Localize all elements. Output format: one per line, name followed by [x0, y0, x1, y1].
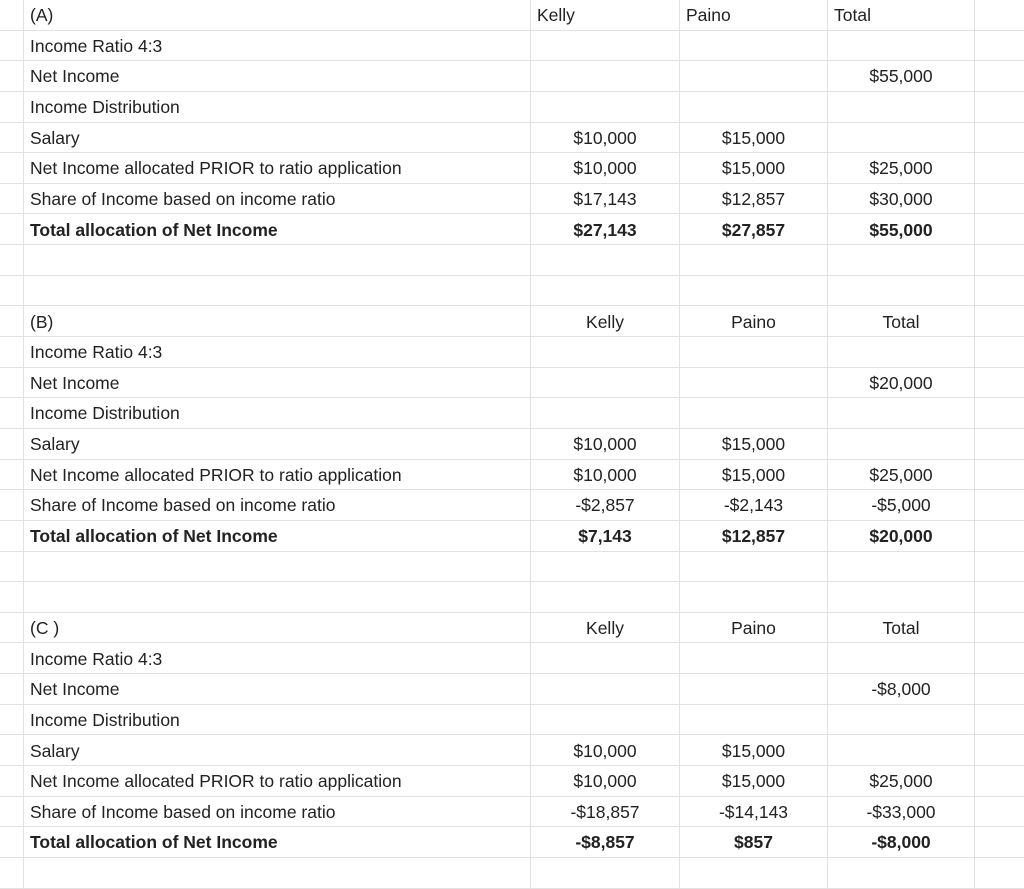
row-header-cell[interactable]: [0, 766, 24, 796]
cell[interactable]: [531, 582, 680, 612]
header-kelly[interactable]: Kelly: [531, 613, 680, 643]
row-label[interactable]: Salary: [24, 735, 531, 765]
table-row: [0, 153, 1024, 184]
paino-value[interactable]: [680, 674, 828, 704]
total-value[interactable]: [828, 123, 975, 153]
total-value[interactable]: -$5,000: [828, 490, 975, 520]
row-header-cell[interactable]: [0, 214, 24, 244]
header-kelly[interactable]: Kelly: [531, 0, 680, 30]
row-header-cell[interactable]: [0, 705, 24, 735]
kelly-value[interactable]: $10,000: [531, 123, 680, 153]
row-header-cell[interactable]: [0, 31, 24, 61]
row-label[interactable]: Income Distribution: [24, 92, 531, 122]
row-header-cell[interactable]: [0, 153, 24, 183]
cell[interactable]: [975, 398, 1024, 428]
total-value[interactable]: -$8,000: [828, 827, 975, 857]
cell[interactable]: [975, 766, 1024, 796]
kelly-value[interactable]: $10,000: [531, 460, 680, 490]
cell[interactable]: [531, 552, 680, 582]
paino-value[interactable]: [680, 705, 828, 735]
kelly-value[interactable]: [531, 398, 680, 428]
kelly-value[interactable]: [531, 643, 680, 673]
cell[interactable]: [975, 858, 1024, 888]
cell[interactable]: [975, 460, 1024, 490]
row-label[interactable]: Salary: [24, 429, 531, 459]
cell[interactable]: [975, 0, 1024, 30]
section-header-row: [0, 0, 1024, 31]
row-header-cell[interactable]: [0, 429, 24, 459]
cell[interactable]: [975, 123, 1024, 153]
row-header-cell[interactable]: [0, 92, 24, 122]
empty-row: [0, 245, 1024, 276]
cell[interactable]: [828, 245, 975, 275]
row-header-cell[interactable]: [0, 490, 24, 520]
row-label[interactable]: Share of Income based on income ratio: [24, 797, 531, 827]
paino-value[interactable]: [680, 398, 828, 428]
row-label[interactable]: Income Distribution: [24, 705, 531, 735]
cell[interactable]: [975, 797, 1024, 827]
row-label[interactable]: Total allocation of Net Income: [24, 521, 531, 551]
cell[interactable]: [0, 552, 24, 582]
kelly-value[interactable]: [531, 674, 680, 704]
cell[interactable]: [975, 643, 1024, 673]
paino-value[interactable]: [680, 31, 828, 61]
total-value[interactable]: [828, 31, 975, 61]
paino-value[interactable]: [680, 92, 828, 122]
total-value[interactable]: [828, 92, 975, 122]
header-total[interactable]: Total: [828, 0, 975, 30]
cell[interactable]: [828, 276, 975, 306]
paino-value[interactable]: $15,000: [680, 766, 828, 796]
cell[interactable]: [975, 429, 1024, 459]
table-row: [0, 31, 1024, 62]
total-value[interactable]: [828, 398, 975, 428]
row-header-cell[interactable]: [0, 735, 24, 765]
table-row: [0, 123, 1024, 154]
total-value[interactable]: -$8,000: [828, 674, 975, 704]
total-value[interactable]: [828, 705, 975, 735]
row-header-cell[interactable]: [0, 674, 24, 704]
total-value[interactable]: [828, 337, 975, 367]
table-row: [0, 490, 1024, 521]
row-label[interactable]: Income Ratio 4:3: [24, 643, 531, 673]
kelly-value[interactable]: [531, 92, 680, 122]
row-header-cell[interactable]: [0, 306, 24, 336]
kelly-value[interactable]: $10,000: [531, 766, 680, 796]
row-header-cell[interactable]: [0, 521, 24, 551]
empty-row: [0, 858, 1024, 889]
cell[interactable]: [975, 613, 1024, 643]
table-row: [0, 429, 1024, 460]
cell[interactable]: [975, 521, 1024, 551]
cell[interactable]: [828, 582, 975, 612]
row-label[interactable]: Total allocation of Net Income: [24, 827, 531, 857]
table-row: [0, 214, 1024, 245]
total-value[interactable]: $25,000: [828, 766, 975, 796]
table-row: [0, 643, 1024, 674]
cell[interactable]: [828, 858, 975, 888]
cell[interactable]: [975, 582, 1024, 612]
paino-value[interactable]: [680, 368, 828, 398]
paino-value[interactable]: $15,000: [680, 123, 828, 153]
paino-value[interactable]: $857: [680, 827, 828, 857]
cell[interactable]: [975, 92, 1024, 122]
table-row: [0, 61, 1024, 92]
total-value[interactable]: $20,000: [828, 368, 975, 398]
kelly-value[interactable]: $10,000: [531, 735, 680, 765]
row-label[interactable]: Net Income allocated PRIOR to ratio application: [24, 460, 531, 490]
table-row: [0, 92, 1024, 123]
row-label[interactable]: Share of Income based on income ratio: [24, 184, 531, 214]
total-value[interactable]: [828, 429, 975, 459]
table-row: [0, 674, 1024, 705]
cell[interactable]: [975, 368, 1024, 398]
row-label[interactable]: Income Ratio 4:3: [24, 31, 531, 61]
row-label[interactable]: Net Income: [24, 61, 531, 91]
kelly-value[interactable]: [531, 705, 680, 735]
cell[interactable]: [24, 552, 531, 582]
row-header-cell[interactable]: [0, 398, 24, 428]
cell[interactable]: [680, 245, 828, 275]
row-header-cell[interactable]: [0, 184, 24, 214]
row-header-cell[interactable]: [0, 613, 24, 643]
table-row: [0, 766, 1024, 797]
cell[interactable]: [0, 276, 24, 306]
total-value[interactable]: $30,000: [828, 184, 975, 214]
row-label[interactable]: Share of Income based on income ratio: [24, 490, 531, 520]
row-header-cell[interactable]: [0, 827, 24, 857]
row-header-cell[interactable]: [0, 0, 24, 30]
empty-row: [0, 276, 1024, 307]
cell[interactable]: [975, 214, 1024, 244]
row-header-cell[interactable]: [0, 123, 24, 153]
table-row: [0, 184, 1024, 215]
cell[interactable]: [975, 735, 1024, 765]
section-label[interactable]: (C ): [24, 613, 531, 643]
paino-value[interactable]: -$2,143: [680, 490, 828, 520]
header-paino[interactable]: Paino: [680, 306, 828, 336]
table-row: [0, 797, 1024, 828]
total-value[interactable]: [828, 735, 975, 765]
header-paino[interactable]: Paino: [680, 613, 828, 643]
empty-row: [0, 552, 1024, 583]
row-header-cell[interactable]: [0, 643, 24, 673]
kelly-value[interactable]: -$2,857: [531, 490, 680, 520]
paino-value[interactable]: $27,857: [680, 214, 828, 244]
paino-value[interactable]: [680, 337, 828, 367]
paino-value[interactable]: $15,000: [680, 153, 828, 183]
kelly-value[interactable]: $7,143: [531, 521, 680, 551]
cell[interactable]: [24, 582, 531, 612]
table-row: [0, 337, 1024, 368]
kelly-value[interactable]: [531, 61, 680, 91]
cell[interactable]: [680, 552, 828, 582]
row-label[interactable]: Total allocation of Net Income: [24, 214, 531, 244]
paino-value[interactable]: $15,000: [680, 460, 828, 490]
cell[interactable]: [531, 245, 680, 275]
cell[interactable]: [975, 276, 1024, 306]
row-header-cell[interactable]: [0, 368, 24, 398]
cell[interactable]: [828, 552, 975, 582]
table-row: [0, 827, 1024, 858]
total-value[interactable]: -$33,000: [828, 797, 975, 827]
paino-value[interactable]: $12,857: [680, 184, 828, 214]
table-row: [0, 368, 1024, 399]
paino-value[interactable]: [680, 643, 828, 673]
row-label[interactable]: Salary: [24, 123, 531, 153]
cell[interactable]: [0, 858, 24, 888]
kelly-value[interactable]: [531, 337, 680, 367]
table-row: [0, 735, 1024, 766]
paino-value[interactable]: -$14,143: [680, 797, 828, 827]
kelly-value[interactable]: [531, 368, 680, 398]
table-row: [0, 705, 1024, 736]
kelly-value[interactable]: $10,000: [531, 153, 680, 183]
section-header-row: [0, 306, 1024, 337]
empty-row: [0, 582, 1024, 613]
row-header-cell[interactable]: [0, 61, 24, 91]
cell[interactable]: [0, 582, 24, 612]
total-value[interactable]: [828, 643, 975, 673]
cell[interactable]: [680, 858, 828, 888]
section-label[interactable]: (A): [24, 0, 531, 30]
header-paino[interactable]: Paino: [680, 0, 828, 30]
total-value[interactable]: $55,000: [828, 61, 975, 91]
total-value[interactable]: $25,000: [828, 460, 975, 490]
table-row: [0, 521, 1024, 552]
cell[interactable]: [975, 674, 1024, 704]
paino-value[interactable]: $15,000: [680, 429, 828, 459]
row-header-cell[interactable]: [0, 337, 24, 367]
kelly-value[interactable]: -$8,857: [531, 827, 680, 857]
cell[interactable]: [975, 245, 1024, 275]
paino-value[interactable]: $12,857: [680, 521, 828, 551]
cell[interactable]: [975, 827, 1024, 857]
header-total[interactable]: Total: [828, 613, 975, 643]
kelly-value[interactable]: -$18,857: [531, 797, 680, 827]
cell[interactable]: [0, 245, 24, 275]
cell[interactable]: [975, 490, 1024, 520]
row-header-cell[interactable]: [0, 460, 24, 490]
total-value[interactable]: $20,000: [828, 521, 975, 551]
row-label[interactable]: Income Ratio 4:3: [24, 337, 531, 367]
row-label[interactable]: Net Income: [24, 368, 531, 398]
table-row: [0, 460, 1024, 491]
header-total[interactable]: Total: [828, 306, 975, 336]
cell[interactable]: [24, 858, 531, 888]
cell[interactable]: [975, 31, 1024, 61]
cell[interactable]: [680, 276, 828, 306]
cell[interactable]: [24, 245, 531, 275]
cell[interactable]: [975, 705, 1024, 735]
row-label[interactable]: Net Income allocated PRIOR to ratio application: [24, 153, 531, 183]
cell[interactable]: [531, 276, 680, 306]
cell[interactable]: [680, 582, 828, 612]
section-label[interactable]: (B): [24, 306, 531, 336]
cell[interactable]: [975, 552, 1024, 582]
kelly-value[interactable]: [531, 31, 680, 61]
cell[interactable]: [975, 61, 1024, 91]
kelly-value[interactable]: $27,143: [531, 214, 680, 244]
row-label[interactable]: Net Income allocated PRIOR to ratio application: [24, 766, 531, 796]
row-label[interactable]: Net Income: [24, 674, 531, 704]
paino-value[interactable]: $15,000: [680, 735, 828, 765]
table-row: [0, 398, 1024, 429]
kelly-value[interactable]: $17,143: [531, 184, 680, 214]
cell[interactable]: [975, 306, 1024, 336]
row-label[interactable]: Income Distribution: [24, 398, 531, 428]
cell[interactable]: [975, 184, 1024, 214]
cell[interactable]: [975, 337, 1024, 367]
cell[interactable]: [24, 276, 531, 306]
total-value[interactable]: $55,000: [828, 214, 975, 244]
header-kelly[interactable]: Kelly: [531, 306, 680, 336]
row-header-cell[interactable]: [0, 797, 24, 827]
cell[interactable]: [531, 858, 680, 888]
cell[interactable]: [975, 153, 1024, 183]
total-value[interactable]: $25,000: [828, 153, 975, 183]
kelly-value[interactable]: $10,000: [531, 429, 680, 459]
paino-value[interactable]: [680, 61, 828, 91]
section-header-row: [0, 613, 1024, 644]
